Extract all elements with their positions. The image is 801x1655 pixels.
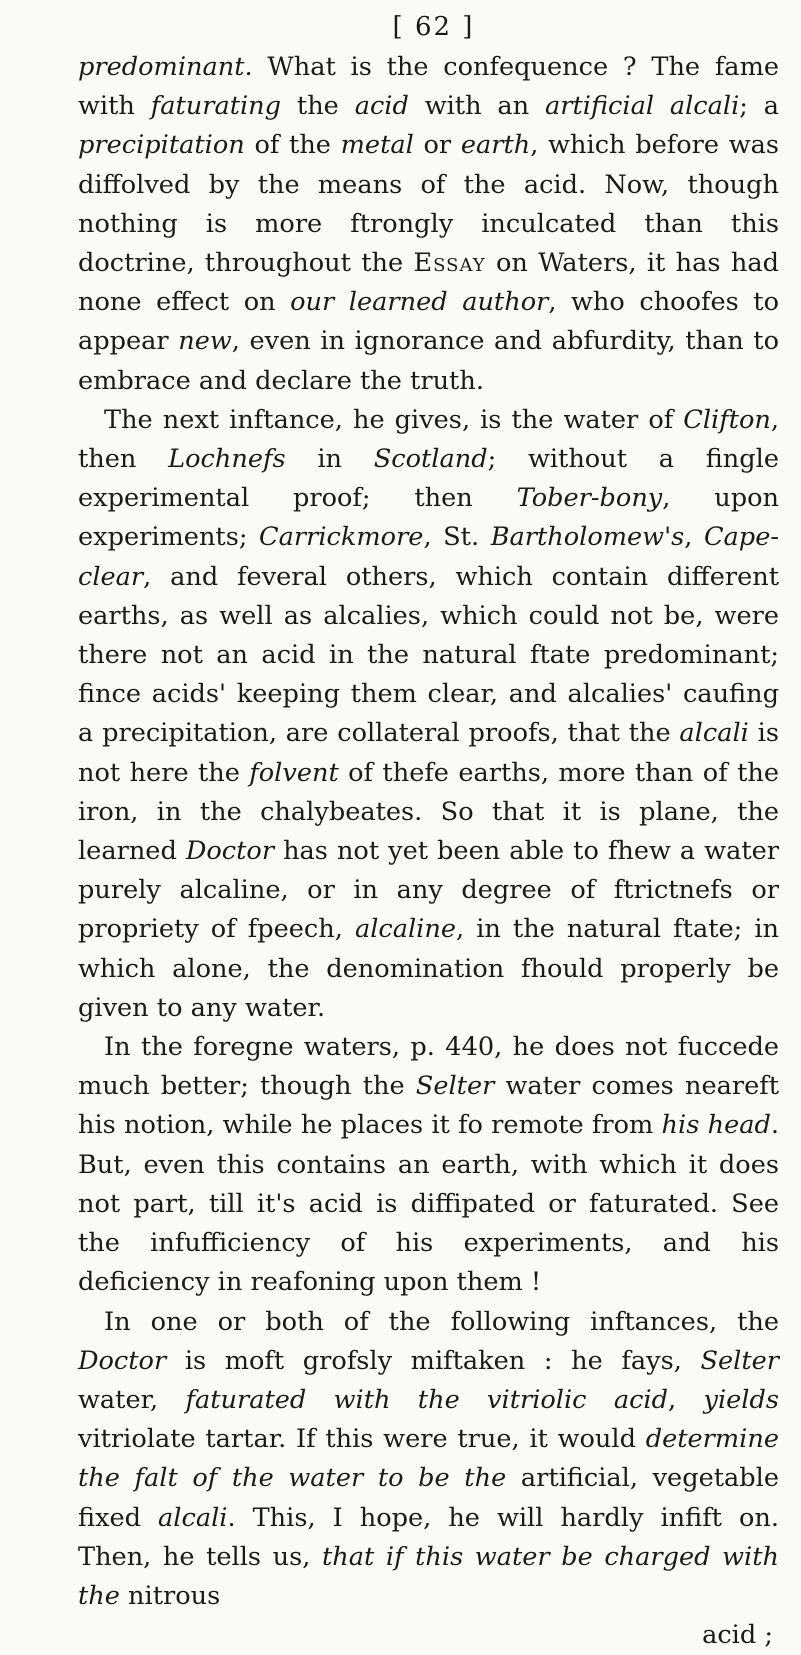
italic-run: yields bbox=[703, 1384, 779, 1415]
text-run: or bbox=[413, 130, 461, 161]
italic-run: artificial alcali bbox=[545, 91, 740, 122]
text-run: , in the natural ftate; in which alone, the denomination fhould properly be given to any water. bbox=[78, 914, 779, 1023]
italic-run: Lochnefs bbox=[168, 444, 286, 475]
text-run: , and feveral others, which contain different earths, as well as alcalies, which could not be, were there not an acid in the natural ftate predominant; fince acids' keeping them clear, and alcalies' caufing a precipitation, are collateral proofs, that the bbox=[78, 561, 779, 749]
text-run: artificial, vegetable fixed bbox=[78, 1463, 779, 1533]
text-run: vitriolate tartar. If this were true, it would bbox=[78, 1424, 646, 1455]
italic-run: our learned author bbox=[290, 287, 549, 318]
text-run: , even in ignorance and abfurdity, than to embrace and declare the truth. bbox=[78, 326, 779, 396]
text-run: In the foregne waters, p. 440, he does not fuccede much better; though the bbox=[78, 1032, 779, 1102]
text-run: on Waters, it has had none effect on bbox=[78, 248, 779, 318]
text-run: ; a bbox=[739, 91, 780, 122]
paragraph bbox=[78, 1028, 779, 1302]
catchword: acid ; bbox=[702, 1620, 773, 1651]
text-run: has not yet been able to fhew a water purely alcaline, or in any degree of ftrictnefs or propriety of fpeech, bbox=[78, 836, 780, 945]
text-run: , bbox=[684, 522, 704, 553]
text-run: In one or both of the following inftances, the bbox=[104, 1306, 779, 1337]
text-run: , then bbox=[78, 404, 779, 475]
text-run: , who choofes to appear bbox=[78, 287, 779, 357]
italic-run: Selter bbox=[700, 1345, 779, 1376]
text-run: in bbox=[285, 444, 374, 475]
page-header: [ 62 ] bbox=[392, 12, 475, 42]
text-run: , St. bbox=[423, 522, 491, 553]
italic-run: faturating bbox=[150, 91, 282, 122]
italic-run: Doctor bbox=[185, 836, 275, 867]
text-run: water comes neareft his notion, while he places it fo remote from bbox=[78, 1071, 779, 1141]
text-run: nitrous bbox=[119, 1580, 221, 1611]
italic-run: Bartholomew's bbox=[490, 522, 685, 553]
italic-run: Selter bbox=[415, 1071, 495, 1102]
italic-run: alcali bbox=[158, 1502, 228, 1533]
text-run: water, bbox=[78, 1384, 186, 1415]
italic-run: Doctor bbox=[78, 1345, 167, 1376]
italic-run: faturated with the vitriolic acid bbox=[185, 1384, 669, 1415]
italic-run: metal bbox=[340, 130, 414, 161]
text-run: What is the confequence ? The fame with bbox=[78, 52, 779, 122]
text-run: The next inftance, he gives, is the water of bbox=[104, 404, 684, 435]
paragraph bbox=[78, 1303, 779, 1617]
italic-run: Scotland bbox=[373, 444, 488, 475]
italic-run: acid bbox=[354, 91, 409, 122]
italic-run: Cape-clear bbox=[78, 522, 779, 592]
text-run: . But, even this contains an earth, with which it does not part, till it's acid is diffipated or faturated. See the infufficiency of his experiments, and his deficiency in reafoning upon them ! bbox=[78, 1110, 779, 1298]
italic-run: precipitation bbox=[78, 130, 245, 161]
text-run: of thefe earths, more than of the iron, in the chalybeates. So that it is plane, the learned bbox=[78, 757, 779, 867]
text-run: with an bbox=[408, 91, 546, 122]
text-run: the bbox=[281, 91, 355, 122]
italic-run: Tober-bony bbox=[516, 483, 663, 514]
italic-run: new bbox=[178, 326, 232, 357]
paragraph bbox=[78, 401, 779, 1028]
text-run: of the bbox=[244, 130, 341, 161]
italic-run: determine the falt of the water to be the bbox=[78, 1424, 779, 1494]
text-run: is moft grofsly miftaken : he fays, bbox=[166, 1345, 701, 1376]
italic-run: alcaline bbox=[354, 914, 456, 945]
small-caps-run: Essay bbox=[413, 248, 486, 279]
italic-run: that if this water be charged with the bbox=[78, 1541, 779, 1611]
italic-run: folvent bbox=[249, 757, 339, 788]
italic-run: alcali bbox=[679, 718, 749, 749]
italic-run: his head bbox=[661, 1110, 771, 1141]
text-run: , upon experiments; bbox=[78, 483, 780, 553]
text-run: , which before was diffolved by the means of the acid. Now, though nothing is more ftrongly inculcated than this doctrine, throughout the bbox=[78, 130, 779, 279]
italic-run: predominant. bbox=[78, 52, 253, 82]
text-run: ; without a fingle experimental proof; then bbox=[78, 444, 779, 514]
italic-run: Clifton bbox=[683, 404, 771, 435]
text-run: . This, I hope, he will hardly infift on. Then, he tells us, bbox=[78, 1502, 779, 1572]
text-run: , bbox=[668, 1384, 704, 1415]
body-text bbox=[78, 48, 779, 1616]
text-run: is not here the bbox=[78, 718, 779, 788]
italic-run: Carrickmore bbox=[259, 522, 424, 553]
paragraph bbox=[78, 48, 779, 401]
italic-run: earth bbox=[460, 130, 531, 161]
